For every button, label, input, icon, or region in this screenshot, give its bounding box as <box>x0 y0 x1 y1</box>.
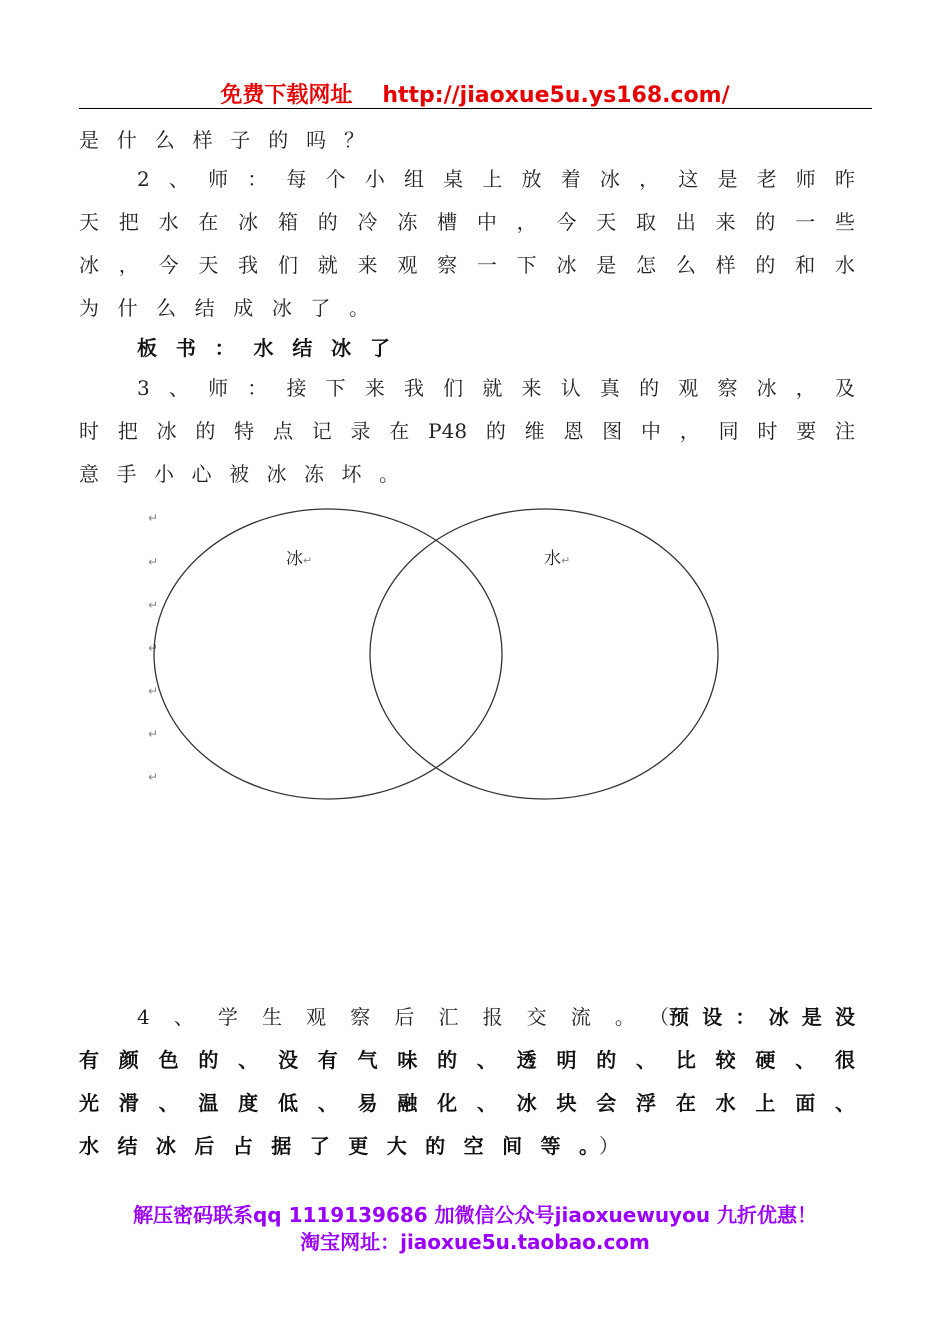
paragraph-mark: ↵ <box>303 554 313 567</box>
paragraph-mark: ↵ <box>148 555 159 569</box>
footer-line-2[interactable]: 淘宝网址：jiaoxue5u.taobao.com <box>300 1230 650 1254</box>
text-line: 是什么样子的吗？ <box>79 128 364 152</box>
paragraph-mark: ↵ <box>148 641 159 655</box>
header-rule <box>79 108 872 109</box>
bold-text-span: 水结冰后占据了更大的空间等。 <box>79 1134 599 1158</box>
text-line: 有颜色的、没有气味的、透明的、比较硬、很 <box>79 1048 855 1072</box>
venn-left-circle <box>154 509 502 799</box>
text-span: 4、学生观察后汇报交流。（ <box>137 1005 669 1029</box>
text-line: 为什么结成冰了。 <box>79 296 369 320</box>
text-line: 2、师：每个小组桌上放着冰，这是老师昨 <box>137 167 855 191</box>
board-heading: 板书：水结冰了 <box>137 336 390 360</box>
text-line: 天把水在冰箱的冷冻槽中，今天取出来的一些 <box>79 210 855 234</box>
text-line: 冰，今天我们就来观察一下冰是怎么样的和水 <box>79 253 855 277</box>
venn-left-label: 冰 <box>286 549 303 569</box>
paragraph-mark: ↵ <box>561 554 571 567</box>
paragraph-mark: ↵ <box>148 727 159 741</box>
bold-text-span: 预设：冰是没 <box>669 1005 855 1029</box>
header-banner <box>0 78 950 109</box>
text-line: 时把冰的特点记录在P48的维恩图中，同时要注 <box>79 419 855 443</box>
venn-diagram <box>140 500 740 810</box>
text-line <box>137 1005 855 1029</box>
paragraph-mark: ↵ <box>148 770 159 784</box>
paragraph-mark: ↵ <box>148 684 159 698</box>
header-url-link[interactable]: http://jiaoxue5u.ys168.com/ <box>382 83 730 108</box>
paragraph-mark: ↵ <box>148 598 159 612</box>
text-line <box>79 1134 855 1158</box>
text-span: ） <box>599 1134 619 1158</box>
header-label: 免费下载网址 <box>220 83 353 108</box>
text-line: 3、师：接下来我们就来认真的观察冰，及 <box>137 376 855 400</box>
paragraph-mark: ↵ <box>148 511 159 525</box>
text-line: 意手小心被冰冻坏。 <box>79 462 399 486</box>
footer-line-1: 解压密码联系qq 1119139686 加微信公众号jiaoxuewuyou 九折优惠！ <box>132 1203 818 1227</box>
venn-right-label: 水 <box>544 549 561 569</box>
text-line: 光滑、温度低、易融化、冰块会浮在水上面、 <box>79 1091 855 1115</box>
